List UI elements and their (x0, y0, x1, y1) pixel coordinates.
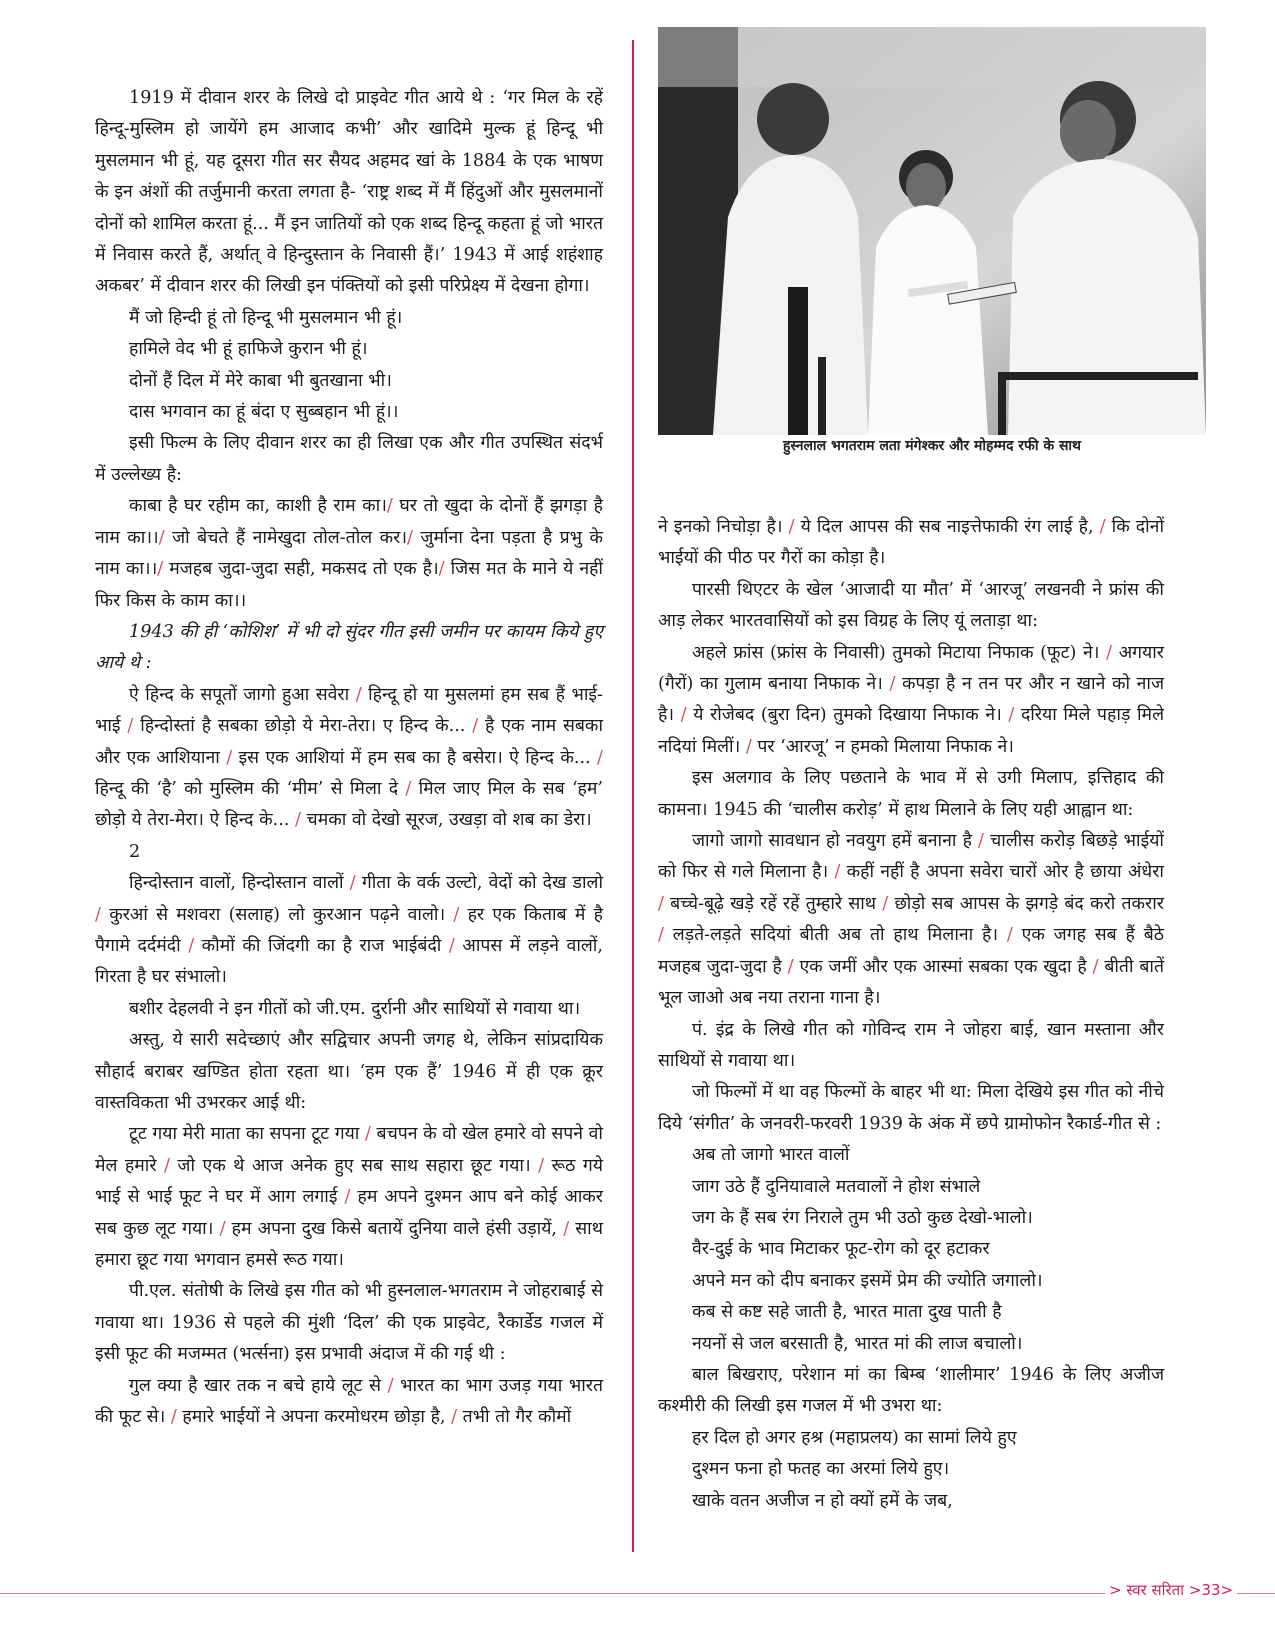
text-segment: अस्तु, ये सारी सदेच्छाएं और सद्विचार अपनी जगह थे, लेकिन सांप्रदायिक सौहार्द बराबर खण्डित होता रहता था। ‘हम एक हैं’ 1946 में ही एक क्रूर वास्तविकता भी उभरकर आई थी: (95, 1030, 603, 1113)
paragraph (658, 1423, 1164, 1454)
separator-slash: / (448, 935, 463, 956)
separator-slash: / (387, 1375, 401, 1396)
text-segment: जो एक थे आज अनेक हुए सब साथ सहारा छूट गया। (177, 1155, 539, 1176)
text-segment: साथ हमारा छूट गया भगवान हमसे रूठ गया। (95, 1218, 603, 1271)
text-segment: बाल बिखराए, परेशान मां का बिम्ब ‘शालीमार’ 1946 के लिए अजीज कश्मीरी की लिखी इस गजल में भी उभरा था: (658, 1364, 1164, 1417)
text-segment: हिन्दोस्तां है सबका छोड़ो ये मेरा-तेरा। ए हिन्द के... (140, 716, 473, 737)
text-segment: अब तो जागो भारत वालों (692, 1145, 850, 1166)
separator-slash: / (355, 684, 369, 705)
text-segment: आपस में लड़ने वालों, गिरता है घर संभालो। (95, 935, 603, 988)
text-segment: कि दोनों भाईयों की पीठ पर गैरों का कोड़ा है। (658, 517, 1165, 569)
text-segment: हिन्दू की ‘है’ को मुस्लिम की ‘मीम’ से मिला दे (95, 778, 406, 799)
separator-slash: / (787, 956, 800, 977)
paragraph (658, 1297, 1164, 1328)
text-segment: चमका वो देखो सूरज, उखड़ा वो शब का डेरा। (306, 810, 592, 831)
separator-slash: / (386, 496, 400, 517)
separator-slash: / (597, 747, 603, 768)
separator-slash: / (538, 1155, 552, 1176)
text-segment: नयनों से जल बरसाती है, भारत मां की लाज बचालो। (692, 1333, 1023, 1354)
paragraph (658, 1172, 1164, 1203)
paragraph (95, 1371, 603, 1434)
separator-slash: / (127, 716, 141, 737)
text-segment: हिन्दोस्तान वालों, हिन्दोस्तान वालों (129, 873, 350, 894)
text-segment: पी.एल. संतोषी के लिखे इस गीत को भी हुस्नलाल-भगतराम ने जोहराबाई से गवाया था। 1936 से पहले की मुंशी ‘दिल’ की एक प्राइवेट, रैकार्डेड गजल में इसी फूट की मजम्मत (भर्त्सना) इस प्रभावी अंदाज में की गई थी : (95, 1281, 603, 1365)
text-segment: हमारे भाईयों ने अपना करमोधरम छोड़ा है, (182, 1407, 452, 1428)
text-segment: ने इनको निचोड़ा है। (658, 517, 789, 537)
paragraph (95, 1276, 603, 1370)
separator-slash: / (349, 873, 362, 894)
paragraph (658, 1234, 1164, 1265)
paragraph (658, 512, 1164, 575)
text-segment: छोड़ो सब आपस के झगड़े बंद करो तकरार (894, 893, 1164, 914)
separator-slash: / (451, 1407, 463, 1428)
separator-slash: / (563, 1218, 576, 1239)
paragraph (95, 868, 603, 994)
text-segment: बीती बातें भूल जाओ अब नया तराना गाना है। (658, 956, 1164, 1009)
paragraph (95, 994, 603, 1025)
text-segment: खाके वतन अजीज न हो क्यों हमें के जब, (692, 1490, 953, 1511)
text-segment: काबा है घर रहीम का, काशी है राम का। (129, 496, 387, 517)
text-segment: बशीर देहलवी ने इन गीतों को जी.एम. दुर्रानी और साथियों से गवाया था। (129, 998, 581, 1019)
paragraph (95, 617, 603, 680)
separator-slash: / (164, 1155, 178, 1176)
paragraph (658, 1203, 1164, 1234)
footer-rule (0, 1593, 1275, 1594)
text-segment: 1919 में दीवान शरर के लिखे दो प्राइवेट गीत आये थे : ‘गर मिल के रहें हिन्दू-मुस्लिम हो जायेंगे हम आजाद कभी’ और खादिमे मुल्क हूं हिन्दू भी मुसलमान भी हूं, यह दूसरा गीत सर सैयद अहमद खां के 1884 के एक भाषण के इन अंशों की तर्जुमानी करता लगता है- ‘राष्ट्र शब्द में मैं हिंदुओं और मुसलमानों दोनों को शामिल करता हूं... मैं इन जातियों को एक शब्द हिन्दू कहता हूं जो भारत में निवास करते हैं, अर्थात् वे हिन्दुस्तान के निवासी हैं।’ 1943 में आई शहंशाह अकबर’ में दीवान शरर की लिखी इन पंक्तियों को इसी परिप्रेक्ष्य में देखना होगा। (95, 88, 603, 297)
paragraph (95, 83, 603, 303)
text-segment: हम अपना दुख किसे बतायें दुनिया वाले हंसी उड़ायें, (231, 1218, 564, 1239)
photo-singers (658, 27, 1206, 435)
text-segment: कुरआं से मशवरा (सलाह) लो कुरआन पढ़ने वालो। (109, 904, 454, 925)
separator-slash: / (1006, 925, 1022, 946)
text-segment: तभी तो गैर कौमों (462, 1407, 572, 1428)
separator-slash: / (1092, 956, 1105, 977)
text-segment: 1943 की ही ‘कोशिश’ में भी दो सुंदर गीत इसी जमीन पर कायम किये हुए आये थे : (95, 621, 603, 674)
text-segment: इसी फिल्म के लिए दीवान शरर का ही लिखा एक और गीत उपस्थित संदर्भ में उल्लेख्य है: (95, 433, 603, 485)
paragraph (95, 1025, 603, 1119)
text-segment: टूट गया मेरी माता का सपना टूट गया (129, 1124, 365, 1145)
separator-slash: / (438, 559, 451, 580)
separator-slash: / (1099, 517, 1112, 537)
photo-illustration (658, 27, 1206, 435)
separator-slash: / (294, 810, 307, 831)
separator-slash: / (95, 904, 110, 925)
text-segment: जो बेचते हैं नामेखुदा तोल-तोल कर। (172, 527, 408, 548)
separator-slash: / (188, 935, 202, 956)
paragraph (658, 638, 1164, 764)
text-segment: घर तो खुदा के दोनों हैं झगड़ा है नाम का।। (95, 496, 603, 548)
paragraph (658, 1077, 1164, 1140)
text-segment: जागो जागो सावधान हो नवयुग हमें बनाना है (692, 831, 979, 852)
separator-slash: / (344, 1187, 358, 1208)
text-segment: अगयार (गैरों) का गुलाम बनाया निफाक ने। (658, 642, 1164, 695)
separator-slash: / (407, 527, 421, 548)
text-segment: हम अपने दुश्मन आप बने कोई आकर सब कुछ लूट गया। (95, 1187, 604, 1239)
text-segment: जो फिल्मों में था वह फिल्मों के बाहर भी था: मिला देखिये इस गीत को नीचे दिये ‘संगीत’ के जनवरी-फरवरी 1939 के अंक में छपे ग्रामोफोन रैकार्ड-गीत से : (658, 1082, 1164, 1134)
paragraph (95, 837, 603, 868)
text-segment: जिस मत के माने ये नहीं फिर किस के काम का।। (95, 559, 603, 611)
paragraph (658, 763, 1164, 826)
text-segment: कब से कष्ट सहे जाती है, भारत माता दुख पाती है (692, 1302, 1002, 1323)
text-segment: भारत का भाग उजड़ गया भारत की फूट से। (95, 1375, 603, 1428)
paragraph (658, 1266, 1164, 1297)
separator-slash: / (453, 904, 468, 925)
separator-slash: / (226, 747, 239, 768)
right-column (658, 512, 1164, 1517)
separator-slash: / (219, 1218, 232, 1239)
text-segment: दोनों हैं दिल में मेरे काबा भी बुतखाना भी। (129, 370, 392, 391)
text-segment: है एक नाम सबका और एक आशियाना (95, 716, 603, 768)
separator-slash: / (978, 831, 991, 852)
paragraph (95, 397, 603, 428)
text-segment: ऐ हिन्द के सपूतों जागो हुआ सवेरा (129, 684, 356, 705)
text-segment: गीता के वर्क उल्टो, वेदों को देख डालो (361, 873, 604, 894)
separator-slash: / (364, 1124, 377, 1145)
separator-slash: / (680, 705, 694, 726)
text-segment: बच्चे-बूढ़े खड़े रहें रहें तुम्हारे साथ (670, 893, 883, 914)
column-divider (632, 40, 634, 1552)
paragraph (658, 575, 1164, 638)
text-segment: हामिले वेद भी हूं हाफिजे कुरान भी हूं। (129, 339, 368, 360)
text-segment: दरिया मिले पहाड़ मिले नदियां मिलीं। (658, 705, 1164, 757)
paragraph (658, 1140, 1164, 1171)
text-segment: एक जमीं और एक आस्मां सबका एक खुदा है (799, 956, 1093, 977)
text-segment: जग के हैं सब रंग निराले तुम भी उठो कुछ देखो-भालो। (692, 1207, 1033, 1228)
separator-slash: / (157, 559, 170, 580)
paragraph (658, 1015, 1164, 1078)
paragraph (95, 303, 603, 334)
separator-slash: / (889, 674, 902, 695)
footer (1105, 1580, 1237, 1600)
text-segment: जाग उठे हैं दुनियावाले मतवालों ने होश संभाले (692, 1176, 981, 1197)
text-segment: चालीस करोड़ बिछड़े भाईयों को फिर से गले मिलाना है। (658, 831, 1164, 883)
separator-slash: / (158, 527, 173, 548)
text-segment: जुर्माना देना पड़ता है प्रभु के नाम का।। (95, 527, 604, 580)
paragraph (95, 491, 603, 617)
separator-slash: / (405, 778, 419, 799)
paragraph (95, 680, 603, 837)
text-segment: पर ‘आरजू’ न हमको मिलाया निफाक ने। (757, 736, 1014, 757)
text-segment: लड़ते-लड़ते सदियां बीती अब तो हाथ मिलाना है। (672, 925, 1007, 946)
text-segment: ये रोजेबद (बुरा दिन) तुमको दिखाया निफाक ने। (693, 705, 1009, 726)
text-segment: कहीं नहीं है अपना सवेरा चारों ओर है छाया अंधेरा (846, 862, 1164, 883)
text-segment: 2 (129, 841, 141, 862)
text-segment: इस एक आशियां में हम सब का है बसेरा। ऐ हिन्द के... (238, 747, 598, 768)
text-segment: इस अलगाव के लिए पछताने के भाव में से उगी मिलाप, इत्तिहाद की कामना। 1945 की ‘चालीस करोड़’ में हाथ मिलाने के लिए यही आह्वान था: (658, 768, 1164, 820)
separator-slash: / (834, 862, 847, 883)
text-segment: दुश्मन फना हो फतह का अरमां लिये हुए। (692, 1459, 950, 1480)
footer-page-number: >33> (1188, 1581, 1234, 1599)
paragraph (95, 1119, 603, 1276)
text-segment: मजहब जुदा-जुदा सही, मकसद तो एक है। (169, 559, 439, 580)
text-segment: पारसी थिएटर के खेल ‘आजादी या मौत’ में ‘आरजू’ लखनवी ने फ्रांस की आड़ लेकर भारतवासियों को इस विग्रह के लिए यूं लताड़ा था: (658, 579, 1164, 632)
paragraph (658, 826, 1164, 1014)
left-column (95, 83, 603, 1433)
paragraph (658, 1454, 1164, 1485)
text-segment: हिन्दू हो या मुसलमां हम सब हैं भाई-भाई (95, 684, 604, 737)
separator-slash: / (788, 517, 801, 537)
separator-slash: / (170, 1407, 183, 1428)
separator-slash: / (658, 925, 673, 946)
text-segment: हर दिल हो अगर हश्र (महाप्रलय) का सामां लिये हुए (692, 1427, 1017, 1448)
paragraph (95, 334, 603, 365)
text-segment: मिल जाए मिल के सब ‘हम’ छोड़ो ये तेरा-मेरा। ऐ हिन्द के... (95, 778, 603, 831)
text-segment: रूठ गये भाई से भाई फूट ने घर में आग लगाई (95, 1155, 603, 1208)
footer-prefix: > (1109, 1581, 1122, 1599)
footer-magazine-name: स्वर सरिता (1126, 1581, 1185, 1599)
separator-slash: / (1106, 642, 1119, 663)
paragraph (95, 428, 603, 491)
paragraph (658, 1329, 1164, 1360)
text-segment: अपने मन को दीप बनाकर इसमें प्रेम की ज्योति जगालो। (692, 1270, 1043, 1291)
paragraph (658, 1360, 1164, 1423)
text-segment: गुल क्या है खार तक न बचे हाये लूट से (129, 1375, 388, 1396)
separator-slash: / (472, 716, 486, 737)
separator-slash: / (882, 893, 895, 914)
text-segment: बचपन के वो खेल हमारे वो सपने वो मेल हमारे (95, 1124, 603, 1176)
separator-slash: / (658, 893, 671, 914)
text-segment: हर एक किताब में है पैगामे दर्दमंदी (95, 904, 603, 956)
text-segment: पं. इंद्र के लिखे गीत को गोविन्द राम ने जोहरा बाई, खान मस्ताना और साथियों से गवाया था। (658, 1019, 1164, 1071)
text-segment: ये दिल आपस की सब नाइत्तेफाकी रंग लाई है, (800, 517, 1100, 537)
text-segment: अहले फ्रांस (फ्रांस के निवासी) तुमको मिटाया निफाक (फूट) ने। (692, 642, 1107, 663)
text-segment: मैं जो हिन्दी हूं तो हिन्दू भी मुसलमान भी हूं। (129, 307, 403, 328)
text-segment: एक जगह सब हैं बैठे मजहब जुदा-जुदा है (658, 925, 1164, 977)
paragraph (658, 1486, 1164, 1517)
text-segment: दास भगवान का हूं बंदा ए सुब्बहान भी हूं।। (129, 402, 399, 423)
separator-slash: / (1008, 705, 1021, 726)
text-segment: कपड़ा है न तन पर और न खाने को नाज है। (658, 674, 1164, 726)
text-segment: कौमों की जिंदगी का है राज भाईबंदी (201, 935, 449, 956)
text-segment: वैर-दुई के भाव मिटाकर फूट-रोग को दूर हटाकर (692, 1239, 990, 1260)
paragraph (95, 366, 603, 397)
photo-caption: हुस्नलाल भगतराम लता मंगेश्कर और मोहम्मद रफी के साथ (783, 438, 1081, 454)
separator-slash: / (745, 736, 758, 757)
